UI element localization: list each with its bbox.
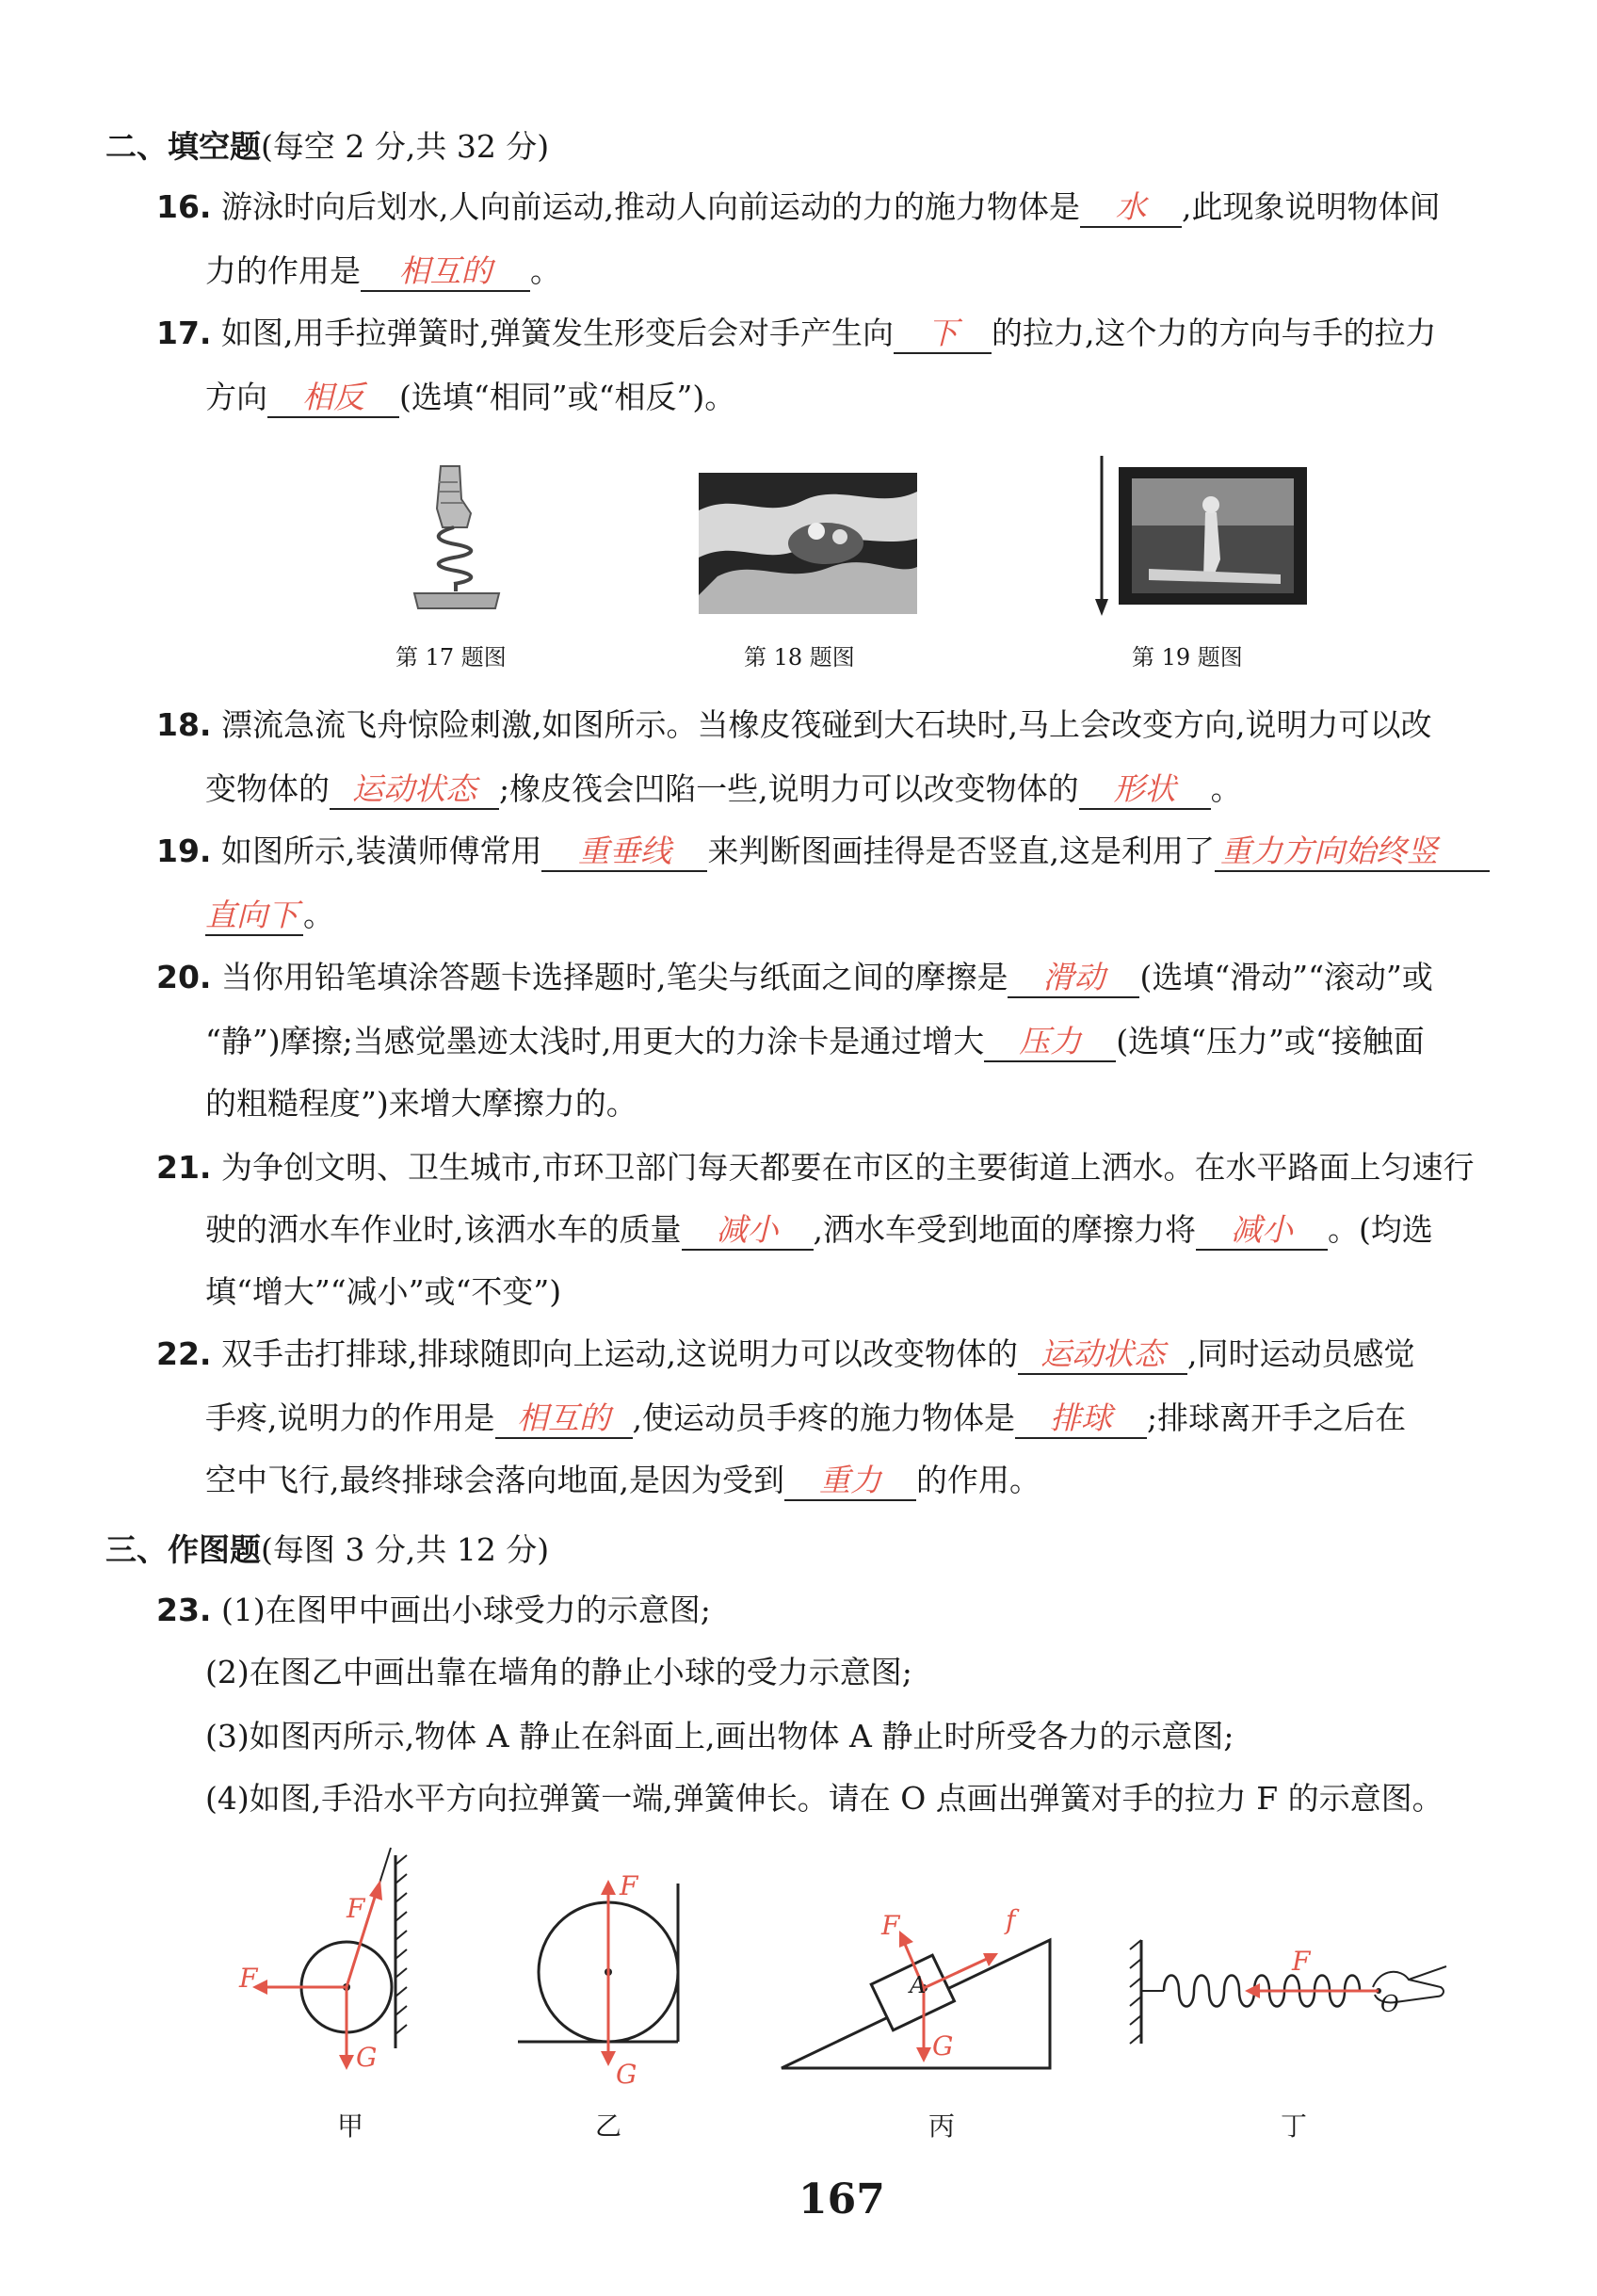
section-3-heading [105, 1526, 549, 1570]
point-label-O: O [1380, 1991, 1399, 2017]
question-text: 。 [1210, 770, 1242, 807]
answer-blank-continued: 直向下 [205, 897, 303, 936]
question-text: 当你用铅笔填涂答题卡选择题时,笔尖与纸面之间的摩擦是 [220, 959, 1008, 995]
figure-ding [1126, 1921, 1484, 2053]
question-text: 双手击打排球,排球随即向上运动,这说明力可以改变物体的 [220, 1335, 1018, 1372]
force-label-F-support: F [347, 1893, 365, 1924]
section-2-heading [105, 122, 549, 167]
question-text: 方向 [205, 379, 267, 415]
question-16-line-1 [156, 186, 1440, 228]
question-text: (3)如图丙所示,物体 A 静止在斜面上,画出物体 A 静止时所受各力的示意图; [205, 1718, 1234, 1754]
block-label-A: A [910, 1972, 927, 1998]
question-18-line-2 [205, 768, 1242, 810]
force-label-F: F [1292, 1946, 1311, 1977]
figure-jia-label: 甲 [337, 2110, 364, 2142]
answer-blank: 形状 [1079, 770, 1211, 810]
question-text: (选填“压力”或“接触面 [1116, 1023, 1425, 1059]
question-text: 如图,用手拉弹簧时,弹簧发生形变后会对手产生向 [220, 315, 894, 351]
figure-bing-label: 丙 [928, 2110, 956, 2142]
force-label-F: F [620, 1870, 638, 1901]
figure-19-plumb-line-painting [1092, 456, 1311, 618]
question-text: 。 [530, 252, 561, 289]
figure-ding-label: 丁 [1281, 2110, 1308, 2142]
section-score: (每空 2 分,共 32 分) [261, 128, 550, 165]
force-label-G: G [356, 2042, 378, 2073]
answer-blank: 滑动 [1008, 959, 1139, 998]
answer-blank: 运动状态 [330, 770, 499, 810]
section-title: 二、填空题 [105, 128, 261, 165]
answer-blank: 相互的 [495, 1399, 633, 1439]
answer-blank: 运动状态 [1018, 1335, 1187, 1375]
question-text: (选填“相同”或“相反”)。 [399, 379, 736, 415]
figure-yi [508, 1870, 697, 2100]
question-22-line-1 [156, 1334, 1414, 1375]
question-text: ,同时运动员感觉 [1186, 1335, 1415, 1372]
question-number: 19. [156, 833, 212, 869]
question-23-line-4 [205, 1778, 1444, 1819]
question-17-line-1 [156, 313, 1436, 354]
question-text: 来判断图画挂得是否竖直,这是利用了 [707, 833, 1215, 869]
question-text: 。 [303, 897, 334, 933]
question-21-line-2 [205, 1209, 1433, 1251]
question-number: 16. [156, 188, 212, 225]
question-23-line-2 [205, 1652, 912, 1693]
answer-blank: 重垂线 [541, 833, 707, 872]
question-text: 游泳时向后划水,人向前运动,推动人向前运动的力的施力物体是 [220, 188, 1080, 225]
figure-bing [772, 1889, 1055, 2087]
section-score: (每图 3 分,共 12 分) [261, 1531, 550, 1568]
figure-18-rafting-photo [699, 473, 917, 614]
force-label-G: G [616, 2059, 637, 2090]
question-text: (4)如图,手沿水平方向拉弹簧一端,弹簧伸长。请在 O 点画出弹簧对手的拉力 F 的示意图。 [205, 1780, 1444, 1817]
answer-blank: 排球 [1015, 1399, 1147, 1439]
question-text: (选填“滑动”“滚动”或 [1139, 959, 1433, 995]
question-22-line-2 [205, 1398, 1406, 1439]
figure-yi-label: 乙 [595, 2110, 622, 2142]
force-label-F-wall: F [239, 1963, 258, 1994]
question-23-line-3 [205, 1716, 1234, 1757]
answer-blank: 减小 [682, 1211, 814, 1251]
force-label-f: f [1006, 1904, 1016, 1935]
question-23-line-1 [156, 1590, 711, 1631]
question-text: 力的作用是 [205, 252, 361, 289]
question-21-line-1 [156, 1147, 1474, 1188]
figure-jia [235, 1846, 424, 2091]
question-text: (1)在图甲中画出小球受力的示意图; [220, 1592, 711, 1628]
question-text: 漂流急流飞舟惊险刺激,如图所示。当橡皮筏碰到大石块时,马上会改变方向,说明力可以改 [220, 706, 1432, 743]
question-text: 空中飞行,最终排球会落向地面,是因为受到 [205, 1462, 784, 1498]
figure-17-spring-hand [405, 461, 508, 612]
question-19-line-1 [156, 831, 1490, 872]
question-text: 如图所示,装潢师傅常用 [220, 833, 542, 869]
force-label-F: F [881, 1910, 900, 1941]
figure-19-caption: 第 19 题图 [1132, 644, 1243, 671]
question-number: 20. [156, 959, 212, 995]
question-text: 的粗糙程度”)来增大摩擦力的。 [205, 1085, 637, 1122]
question-20-line-1 [156, 957, 1433, 998]
figure-18-caption: 第 18 题图 [744, 644, 855, 671]
figure-17-caption: 第 17 题图 [395, 644, 507, 671]
answer-blank: 水 [1080, 188, 1182, 228]
question-text: 变物体的 [205, 770, 330, 807]
question-19-line-2 [205, 895, 334, 936]
question-number: 18. [156, 706, 212, 743]
question-16-line-2 [205, 251, 561, 292]
question-text: 的作用。 [915, 1462, 1040, 1498]
question-text: ,此现象说明物体间 [1181, 188, 1441, 225]
answer-blank: 压力 [984, 1023, 1116, 1062]
answer-blank: 重力 [784, 1462, 916, 1501]
question-number: 22. [156, 1335, 212, 1372]
question-text: (2)在图乙中画出靠在墙角的静止小球的受力示意图; [205, 1654, 912, 1690]
question-text: ,使运动员手疼的施力物体是 [632, 1399, 1015, 1436]
question-18-line-1 [156, 704, 1431, 746]
page-number: 167 [798, 2175, 885, 2223]
question-text: 手疼,说明力的作用是 [205, 1399, 495, 1436]
question-17-line-2 [205, 377, 735, 418]
question-20-line-3 [205, 1083, 637, 1124]
question-number: 17. [156, 315, 212, 351]
answer-blank: 减小 [1196, 1211, 1328, 1251]
question-number: 23. [156, 1592, 212, 1628]
question-number: 21. [156, 1149, 212, 1186]
answer-blank: 相反 [267, 379, 399, 418]
answer-blank: 重力方向始终竖 [1215, 833, 1490, 872]
question-text: ;橡皮筏会凹陷一些,说明力可以改变物体的 [499, 770, 1079, 807]
question-text: ;排球离开手之后在 [1147, 1399, 1407, 1436]
question-text: 的拉力,这个力的方向与手的拉力 [991, 315, 1437, 351]
question-22-line-3 [205, 1460, 1040, 1501]
question-text: 。(均选 [1328, 1211, 1433, 1248]
force-label-G: G [932, 2030, 954, 2062]
answer-blank: 下 [894, 315, 992, 354]
question-text: 驶的洒水车作业时,该洒水车的质量 [205, 1211, 682, 1248]
section-title: 三、作图题 [105, 1531, 261, 1568]
question-text: ,洒水车受到地面的摩擦力将 [813, 1211, 1196, 1248]
question-text: 为争创文明、卫生城市,市环卫部门每天都要在市区的主要街道上洒水。在水平路面上匀速行 [220, 1149, 1475, 1186]
question-20-line-2 [205, 1021, 1425, 1062]
question-text: 填“增大”“减小”或“不变”) [205, 1273, 562, 1310]
question-text: “静”)摩擦;当感觉墨迹太浅时,用更大的力涂卡是通过增大 [205, 1023, 985, 1059]
answer-blank: 相互的 [361, 252, 530, 292]
question-21-line-3 [205, 1271, 561, 1313]
